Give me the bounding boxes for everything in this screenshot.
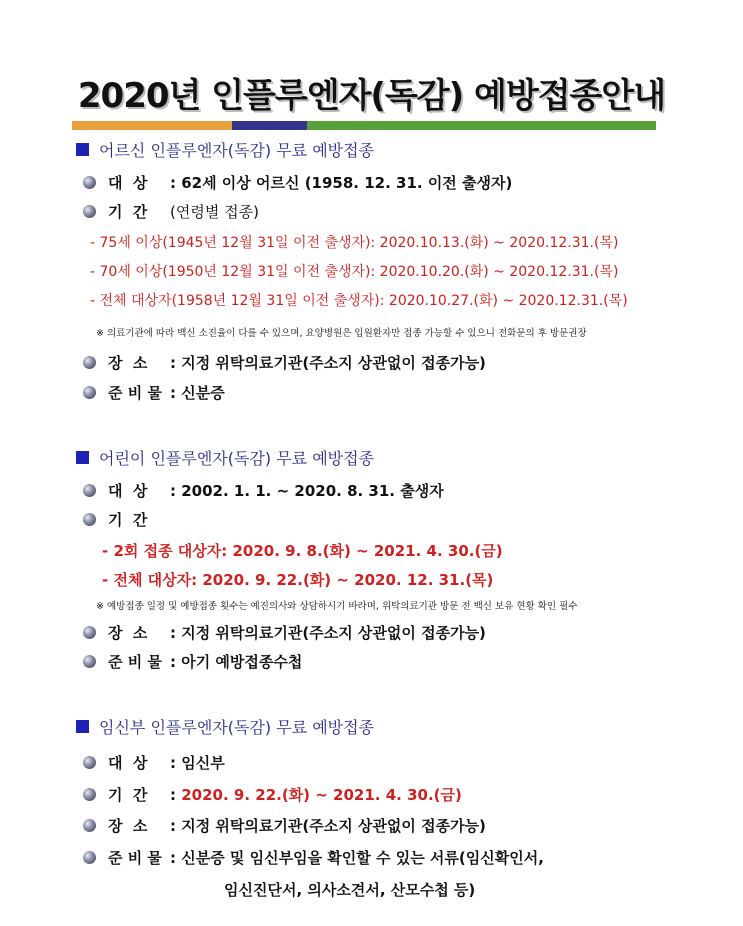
target-label: 대 상 [108, 754, 148, 772]
underline-green [307, 121, 656, 130]
title-underline [72, 121, 656, 130]
child-period-row [83, 509, 170, 530]
sphere-bullet-icon [83, 655, 96, 668]
period-label: 기 간 [108, 203, 148, 221]
sphere-bullet-icon [83, 386, 96, 399]
sphere-bullet-icon [83, 176, 96, 189]
target-value: : 2002. 1. 1. ~ 2020. 8. 31. 출생자 [170, 482, 444, 500]
place-value: : 지정 위탁의료기관(주소지 상관없이 접종가능) [170, 817, 486, 835]
sphere-bullet-icon [83, 484, 96, 497]
child-target-row [83, 480, 444, 501]
prep-value: : 신분증 [170, 384, 225, 402]
place-label: 장 소 [108, 354, 148, 372]
place-label: 장 소 [108, 624, 148, 642]
page-title: 2020년 인플루엔자(독감) 예방접종안내 [77, 76, 666, 116]
target-label: 대 상 [108, 174, 148, 192]
pregnant-prep-row [83, 847, 544, 868]
blue-square-icon [76, 143, 89, 156]
blue-square-icon [76, 451, 89, 464]
pregnant-target-row [83, 752, 225, 773]
senior-period-sub-3: - 전체 대상자(1958년 12월 31일 이전 출생자): 2020.10.27.(화) ~ 2020.12.31.(목) [90, 293, 628, 309]
period-value: 2020. 9. 22.(화) ~ 2021. 4. 30.(금) [181, 786, 462, 804]
child-prep-row [83, 651, 302, 672]
sphere-bullet-icon [83, 851, 96, 864]
sphere-bullet-icon [83, 788, 96, 801]
child-period-sub-1: - 2회 접종 대상자: 2020. 9. 8.(화) ~ 2021. 4. 30.(금) [102, 542, 503, 560]
section-heading-pregnant: 임신부 인플루엔자(독감) 무료 예방접종 [76, 715, 374, 738]
blue-square-icon [76, 720, 89, 733]
child-place-row [83, 622, 486, 643]
prep-value: : 아기 예방접종수첩 [170, 653, 303, 671]
period-value: (연령별 접종) [170, 203, 259, 221]
target-value: : 62세 이상 어르신 (1958. 12. 31. 이전 출생자) [170, 174, 513, 192]
sphere-bullet-icon [83, 356, 96, 369]
senior-target-row [83, 172, 512, 193]
section-heading-child: 어린이 인플루엔자(독감) 무료 예방접종 [76, 446, 374, 469]
prep-label: 준 비 물 [108, 849, 162, 867]
senior-period-sub-2: - 70세 이상(1950년 12월 31일 이전 출생자): 2020.10.20.(화) ~ 2020.12.31.(목) [90, 264, 619, 280]
place-label: 장 소 [108, 817, 148, 835]
senior-note: ※ 의료기관에 따라 백신 소진율이 다를 수 있으며, 요양병원은 입원환자만 접종 가능할 수 있으니 전화문의 후 방문권장 [96, 328, 587, 339]
period-label: 기 간 [108, 511, 148, 529]
target-label: 대 상 [108, 482, 148, 500]
sphere-bullet-icon [83, 626, 96, 639]
underline-orange [72, 121, 232, 130]
child-period-sub-2: - 전체 대상자: 2020. 9. 22.(화) ~ 2020. 12. 31.(목) [102, 571, 494, 589]
underline-navy [232, 121, 307, 130]
senior-place-row [83, 352, 486, 373]
sphere-bullet-icon [83, 756, 96, 769]
pregnant-place-row [83, 815, 486, 836]
place-value: : 지정 위탁의료기관(주소지 상관없이 접종가능) [170, 624, 486, 642]
prep-label: 준 비 물 [108, 653, 162, 671]
senior-prep-row [83, 382, 225, 403]
section-heading-senior: 어르신 인플루엔자(독감) 무료 예방접종 [76, 138, 374, 161]
prep-label: 준 비 물 [108, 384, 162, 402]
senior-period-row [83, 201, 259, 222]
child-note: ※ 예방접종 일정 및 예방접종 횟수는 예진의사와 상담하시기 바라며, 위탁의료기관 방문 전 백신 보유 현황 확인 필수 [96, 601, 578, 612]
sphere-bullet-icon [83, 205, 96, 218]
pregnant-prep-continued: 임신진단서, 의사소견서, 산모수첩 등) [224, 881, 476, 899]
sphere-bullet-icon [83, 819, 96, 832]
sphere-bullet-icon [83, 513, 96, 526]
place-value: : 지정 위탁의료기관(주소지 상관없이 접종가능) [170, 354, 486, 372]
pregnant-period-row: 기 간 : 2020. 9. 22.(화) ~ 2021. 4. 30.(금) [83, 784, 462, 805]
period-label: 기 간 [108, 786, 148, 804]
prep-value: : 신분증 및 임신부임을 확인할 수 있는 서류(임신확인서, [170, 849, 544, 867]
senior-period-sub-1: - 75세 이상(1945년 12월 31일 이전 출생자): 2020.10.13.(화) ~ 2020.12.31.(목) [90, 235, 619, 251]
target-value: : 임신부 [170, 754, 225, 772]
